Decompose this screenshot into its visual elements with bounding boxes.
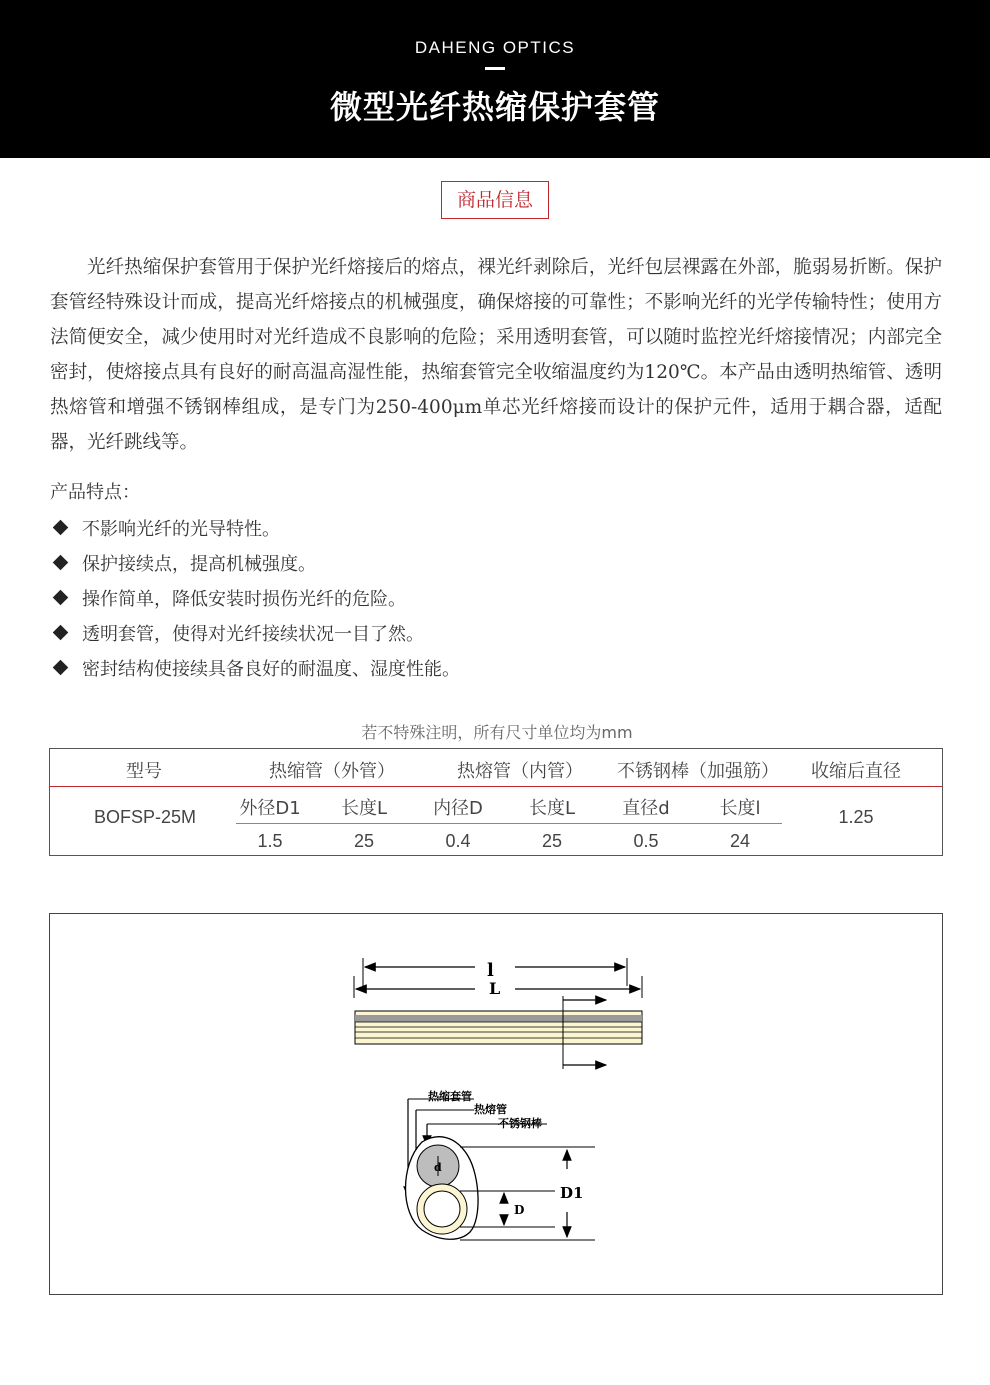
label-d: d [434, 1161, 442, 1174]
side-view [354, 958, 642, 1069]
header-divider [50, 786, 942, 787]
value-cell: 25 [353, 831, 375, 851]
feature-item [50, 580, 460, 615]
header-model: 型号 [126, 761, 162, 782]
page-header [0, 0, 990, 158]
label-l: l [487, 960, 494, 981]
subheader-cell: 长度L [528, 798, 576, 819]
features-title: 产品特点： [50, 482, 140, 503]
subheader-cell: 内径D [433, 798, 483, 819]
diamond-bullet-icon [53, 590, 69, 606]
intro-paragraph: 光纤热缩保护套管用于保护光纤熔接后的熔点，裸光纤剥除后，光纤包层裸露在外部，脆弱易折断。保护套管经特殊设计而成，提高光纤熔接点的机械强度，确保熔接的可靠性；不影响光纤的光学传输特性；使用方法简便安全，减少使用时对光纤造成不良影响的危险；采用透明套管，可以随时监控光纤熔接情况；内部完全密封，使熔接点具有良好的耐高温高湿性能，热缩套管完全收缩温度约为120℃。本产品由透明热缩管、透明热熔管和增强不锈钢棒组成，是专门为250-400μm单芯光纤熔接而设计的保护元件，适用于耦合器，适配器，光纤跳线等。 [50, 257, 942, 453]
value-cell: 0.4 [445, 831, 471, 851]
header-steel-rod: 不锈钢棒（加强筋） [617, 761, 779, 782]
feature-list [50, 510, 460, 685]
brand-underline [485, 67, 505, 70]
diamond-bullet-icon [53, 625, 69, 641]
subheader-divider [236, 823, 782, 824]
diamond-bullet-icon [53, 660, 69, 676]
label-D1: D1 [560, 1184, 584, 1202]
value-cell: 24 [729, 831, 751, 851]
feature-text: 透明套管，使得对光纤接续状况一目了然。 [82, 623, 424, 645]
feature-text: 操作简单，降低安装时损伤光纤的危险。 [82, 588, 406, 610]
spec-table [49, 748, 943, 856]
feature-item [50, 510, 460, 545]
subheader-cell: 长度l [719, 798, 761, 819]
feature-text: 密封结构使接续具备良好的耐温度、湿度性能。 [82, 658, 460, 680]
diamond-bullet-icon [53, 555, 69, 571]
feature-item [50, 650, 460, 685]
value-cell: 25 [541, 831, 563, 851]
subheader-cell: 外径D1 [239, 798, 301, 819]
section-badge: 商品信息 [441, 181, 549, 219]
label-hot-melt: 热熔管 [474, 1103, 507, 1116]
label-L: L [489, 979, 501, 998]
model-cell: BOFSP-25M [93, 807, 197, 827]
value-cell: 0.5 [633, 831, 659, 851]
diagram-frame [49, 913, 943, 1295]
brand-name: DAHENG OPTICS [414, 38, 576, 57]
feature-item [50, 615, 460, 650]
page-title: 微型光纤热缩保护套管 [329, 88, 660, 126]
header-shrunk-diameter: 收缩后直径 [811, 761, 901, 782]
subheader-cell: 长度L [340, 798, 388, 819]
diamond-bullet-icon [53, 520, 69, 536]
table-note: 若不特殊注明，所有尺寸单位均为mm [361, 723, 633, 742]
feature-item [50, 545, 460, 580]
label-steel: 不锈钢棒 [498, 1117, 542, 1130]
shrunk-diameter-cell: 1.25 [838, 807, 874, 827]
cross-section-view [406, 1089, 596, 1240]
header-hot-melt: 热熔管（内管） [457, 761, 583, 782]
subheader-cell: 直径d [622, 798, 670, 819]
label-D: D [514, 1203, 525, 1217]
label-heat-shrink: 热缩套管 [428, 1090, 472, 1103]
feature-text: 保护接续点，提高机械强度。 [82, 553, 316, 575]
sleeve-diagram [50, 914, 942, 1294]
header-heat-shrink: 热缩管（外管） [269, 761, 395, 782]
value-cell: 1.5 [257, 831, 283, 851]
feature-text: 不影响光纤的光导特性。 [82, 518, 280, 540]
